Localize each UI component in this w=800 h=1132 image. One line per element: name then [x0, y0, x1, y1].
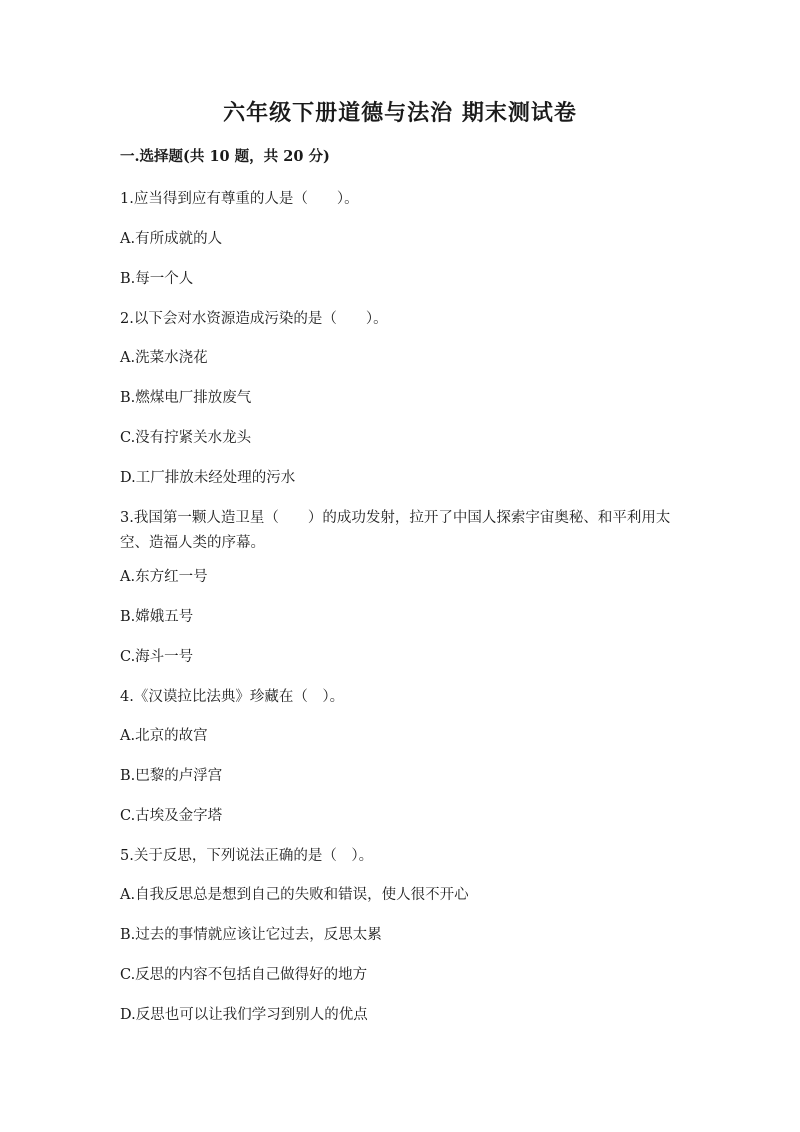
- question-5-option-d: D.反思也可以让我们学习到别人的优点: [120, 1007, 368, 1023]
- question-3-option-c: C.海斗一号: [120, 649, 194, 665]
- question-1-option-a: A.有所成就的人: [120, 231, 223, 247]
- question-3-stem: 3.我国第一颗人造卫星（ ）的成功发射，拉开了中国人探索宇宙奥秘、和平利用太空、造福人类的序幕。: [120, 510, 671, 551]
- question-2-option-c: C.没有拧紧关水龙头: [120, 430, 252, 446]
- question-1-option-b: B.每一个人: [120, 271, 194, 287]
- question-5-option-b: B.过去的事情就应该让它过去，反思太累: [120, 927, 382, 943]
- question-2-stem: 2.以下会对水资源造成污染的是（ ）。: [120, 311, 388, 327]
- exam-title: 六年级下册道德与法治 期末测试卷: [223, 100, 577, 126]
- question-3-option-b: B.嫦娥五号: [120, 609, 194, 625]
- question-5-option-c: C.反思的内容不包括自己做得好的地方: [120, 967, 368, 983]
- question-4-option-b: B.巴黎的卢浮宫: [120, 768, 223, 784]
- question-5-option-a: A.自我反思总是想到自己的失败和错误，使人很不开心: [120, 887, 469, 903]
- question-1-stem: 1.应当得到应有尊重的人是（ ）。: [120, 191, 359, 207]
- question-2-option-b: B.燃煤电厂排放废气: [120, 390, 252, 406]
- question-4-option-c: C.古埃及金字塔: [120, 808, 223, 824]
- question-4-option-a: A.北京的故宫: [120, 728, 208, 744]
- question-4-stem: 4.《汉谟拉比法典》珍藏在（ ）。: [120, 689, 345, 705]
- section-heading: 一.选择题(共 10 题，共 20 分): [120, 148, 330, 165]
- question-2-option-a: A.洗菜水浇花: [120, 350, 208, 366]
- question-3-option-a: A.东方红一号: [120, 569, 208, 585]
- question-5-stem: 5.关于反思，下列说法正确的是（ ）。: [120, 848, 374, 864]
- question-2-option-d: D.工厂排放未经处理的污水: [120, 470, 296, 486]
